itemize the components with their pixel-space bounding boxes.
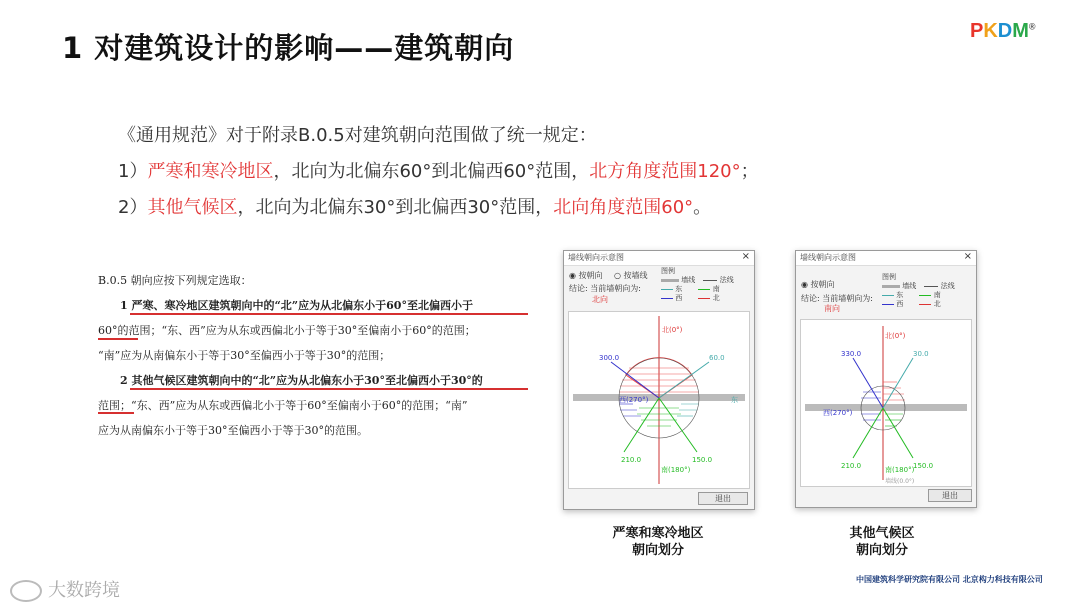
exit-button[interactable]: 退出 xyxy=(928,489,972,502)
label-330: 330.0 xyxy=(841,350,862,358)
label-south: 南(180°) xyxy=(885,466,915,474)
brand-icon xyxy=(10,580,42,602)
underline-1 xyxy=(130,313,528,315)
underline-2 xyxy=(98,338,138,340)
underline-4 xyxy=(98,412,134,414)
page-title: 1 对建筑设计的影响——建筑朝向 xyxy=(62,31,515,65)
code-p1-line1: 1 严寒、寒冷地区建筑朝向中的“北”应为从北偏东小于60°至北偏西小于 xyxy=(120,299,473,312)
radio-by-orientation[interactable]: ◉ 按朝向 xyxy=(801,280,835,289)
label-north: 北(0°) xyxy=(662,326,683,334)
code-p2-line2: 范围；“东、西”应为从东或西偏北小于等于60°至偏南小于60°的范围；“南” xyxy=(98,399,468,412)
intro-line-1: 《通用规范》对于附录B.0.5对建筑朝向范围做了统一规定： xyxy=(118,125,597,146)
conclusion-value: 南向 xyxy=(824,304,840,313)
label-east: 东 xyxy=(731,396,738,404)
underline-3 xyxy=(130,388,528,390)
compass-diagram xyxy=(801,320,971,486)
label-150: 150.0 xyxy=(692,456,713,464)
label-south: 南(180°) xyxy=(661,466,691,474)
radio-by-wall[interactable]: ○ 按墙线 xyxy=(614,271,648,280)
label-30: 30.0 xyxy=(913,350,929,358)
code-heading: B.0.5 朝向应按下列规定选取： xyxy=(98,274,252,287)
dialog-titlebar: 墙线朝向示意图 xyxy=(564,251,754,266)
orientation-dialog-other xyxy=(795,250,977,508)
exit-button[interactable]: 退出 xyxy=(698,492,748,505)
caption-cold-region: 严寒和寒冷地区 朝向划分 xyxy=(612,526,704,558)
footer-institutions: 中国建筑科学研究院有限公司 北京构力科技有限公司 xyxy=(856,575,1043,584)
label-210: 210.0 xyxy=(621,456,642,464)
legend: 图例 墙线 法线 东 南 西 北 xyxy=(882,273,955,308)
label-west: 西(270°) xyxy=(823,409,853,417)
label-210: 210.0 xyxy=(841,462,862,470)
label-west: 西(270°) xyxy=(619,396,649,404)
label-wall-bottom: 墙线(0.0°) xyxy=(885,478,915,485)
label-150: 150.0 xyxy=(913,462,934,470)
radio-by-orientation[interactable]: ◉ 按朝向 xyxy=(569,271,603,280)
orientation-dialog-cold xyxy=(563,250,755,510)
label-60: 60.0 xyxy=(709,354,725,362)
close-icon[interactable]: × xyxy=(963,251,972,262)
conclusion-value: 北向 xyxy=(592,295,608,304)
legend: 图例 墙线 法线 东 南 西 北 xyxy=(661,267,734,302)
code-excerpt xyxy=(98,268,538,443)
watermark-brand: 大数跨境 xyxy=(10,576,120,602)
close-icon[interactable]: × xyxy=(741,251,750,262)
code-p2-line1: 2 其他气候区建筑朝向中的“北”应为从北偏东小于30°至北偏西小于30°的 xyxy=(120,374,483,387)
code-p1-line3: “南”应为从南偏东小于等于30°至偏西小于等于30°的范围； xyxy=(98,349,391,362)
label-300: 300.0 xyxy=(599,354,620,362)
pkpm-logo: PKDM® xyxy=(970,20,1036,42)
code-p1-line2: 60°的范围；“东、西”应为从东或西偏北小于等于30°至偏南小于60°的范围； xyxy=(98,324,476,337)
caption-other-region: 其他气候区 朝向划分 xyxy=(849,526,915,558)
code-p2-line3: 应为从南偏东小于等于30°至偏西小于等于30°的范围。 xyxy=(98,424,368,437)
orientation-canvas xyxy=(568,311,750,489)
dialog-titlebar: 墙线朝向示意图 xyxy=(796,251,976,266)
conclusion-label: 结论: 当前墙朝向为: xyxy=(801,294,873,303)
compass-diagram xyxy=(569,312,749,488)
intro-line-3: 2）其他气候区，北向为北偏东30°到北偏西30°范围，北向角度范围60°。 xyxy=(118,197,712,218)
intro-text xyxy=(118,118,759,226)
conclusion-label: 结论: 当前墙朝向为: xyxy=(569,284,641,293)
label-north: 北(0°) xyxy=(885,332,906,340)
orientation-canvas xyxy=(800,319,972,487)
intro-line-2: 1）严寒和寒冷地区，北向为北偏东60°到北偏西60°范围，北方角度范围120°； xyxy=(118,161,759,182)
